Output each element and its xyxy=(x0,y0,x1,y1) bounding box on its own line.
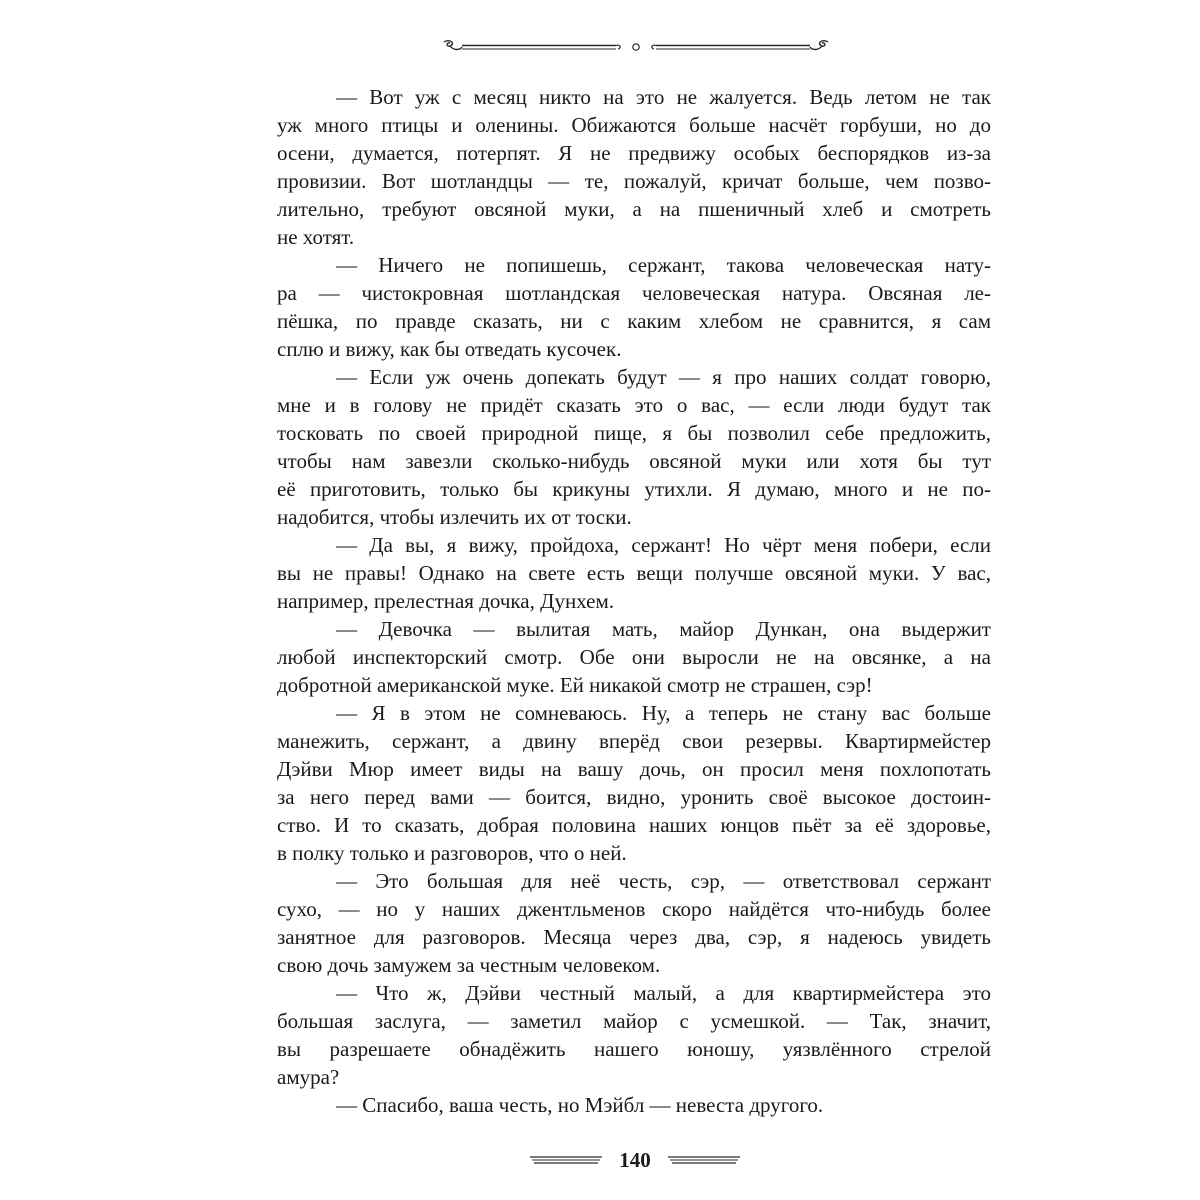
text-line: провизии. Вот шотландцы — те, пожалуй, кричат больше, чем позво- xyxy=(277,169,991,193)
text-line: — Да вы, я вижу, пройдоха, сержант! Но чёрт меня побери, если xyxy=(336,533,991,557)
text-line: пёшка, по правде сказать, ни с каким хлебом не сравнится, я сам xyxy=(277,309,991,333)
text-line: ра — чистокровная шотландская человеческая натура. Овсяная ле- xyxy=(277,281,991,305)
text-line: — Вот уж с месяц никто на это не жалуется. Ведь летом не так xyxy=(336,85,991,109)
text-line: любой инспекторский смотр. Обе они выросли не на овсянке, а на xyxy=(277,645,991,669)
paragraph xyxy=(277,251,991,363)
header-ornament-left-flourish-icon xyxy=(444,41,620,50)
header-ornament-right-flourish-icon xyxy=(652,41,828,50)
text-line: добротной американской муке. Ей никакой смотр не страшен, сэр! xyxy=(277,673,873,697)
text-line: её приготовить, только бы крикуны утихли. Я думаю, много и не по- xyxy=(277,477,991,501)
text-line: тосковать по своей природной пище, я бы позволил себе предложить, xyxy=(277,421,991,445)
text-line: занятное для разговоров. Месяца через два, сэр, я надеюсь увидеть xyxy=(277,925,991,949)
paragraph xyxy=(277,699,991,867)
text-line: — Я в этом не сомневаюсь. Ну, а теперь не стану вас больше xyxy=(336,701,991,725)
text-line: — Что ж, Дэйви честный малый, а для квартирмейстера это xyxy=(336,981,991,1005)
paragraph xyxy=(277,1091,991,1119)
body-text xyxy=(277,83,991,1119)
text-line: — Девочка — вылитая мать, майор Дункан, она выдержит xyxy=(336,617,991,641)
text-line: за него перед вами — боится, видно, уронить своё высокое достоин- xyxy=(277,785,991,809)
paragraph xyxy=(277,83,991,251)
paragraph xyxy=(277,615,991,699)
text-line: амура? xyxy=(277,1065,340,1089)
header-ornament-center-dot-icon xyxy=(633,44,639,50)
text-line: большая заслуга, — заметил майор с усмешкой. — Так, значит, xyxy=(277,1009,991,1033)
footer-right-rule-icon xyxy=(668,1155,740,1165)
paragraph xyxy=(277,363,991,531)
text-line: не хотят. xyxy=(277,225,355,249)
text-line: уж много птицы и оленины. Обижаются больше насчёт горбуши, но до xyxy=(277,113,991,137)
text-line: свою дочь замужем за честным человеком. xyxy=(277,953,661,977)
text-line: вы разрешаете обнадёжить нашего юношу, уязвлённого стрелой xyxy=(277,1037,991,1061)
paragraph xyxy=(277,531,991,615)
paragraph xyxy=(277,867,991,979)
text-line: — Спасибо, ваша честь, но Мэйбл — невеста другого. xyxy=(336,1093,824,1117)
text-line: манежить, сержант, а двину вперёд свои резервы. Квартирмейстер xyxy=(277,729,991,753)
text-line: ство. И то сказать, добрая половина наших юнцов пьёт за её здоровье, xyxy=(277,813,991,837)
text-line: например, прелестная дочка, Дунхем. xyxy=(277,589,615,613)
header-ornament xyxy=(440,36,832,58)
text-line: сплю и вижу, как бы отведать кусочек. xyxy=(277,337,622,361)
text-line: — Это большая для неё честь, сэр, — ответствовал сержант xyxy=(336,869,991,893)
text-line: — Если уж очень допекать будут — я про наших солдат говорю, xyxy=(336,365,991,389)
paragraph xyxy=(277,979,991,1091)
text-line: вы не правы! Однако на свете есть вещи получше овсяной муки. У вас, xyxy=(277,561,991,585)
page-footer xyxy=(530,1145,740,1175)
text-line: чтобы нам завезли сколько-нибудь овсяной муки или хотя бы тут xyxy=(277,449,991,473)
text-line: сухо, — но у наших джентльменов скоро найдётся что-нибудь более xyxy=(277,897,991,921)
text-line: в полку только и разговоров, что о ней. xyxy=(277,841,627,865)
text-line: Дэйви Мюр имеет виды на вашу дочь, он просил меня похлопотать xyxy=(277,757,991,781)
page-number: 140 xyxy=(619,1148,651,1172)
text-line: лительно, требуют овсяной муки, а на пшеничный хлеб и смотреть xyxy=(277,197,991,221)
text-line: — Ничего не попишешь, сержант, такова человеческая нату- xyxy=(336,253,991,277)
text-line: осени, думается, потерпят. Я не предвижу особых беспорядков из-за xyxy=(277,141,991,165)
text-line: надобится, чтобы излечить их от тоски. xyxy=(277,505,632,529)
text-line: мне и в голову не придёт сказать это о вас, — если люди будут так xyxy=(277,393,991,417)
